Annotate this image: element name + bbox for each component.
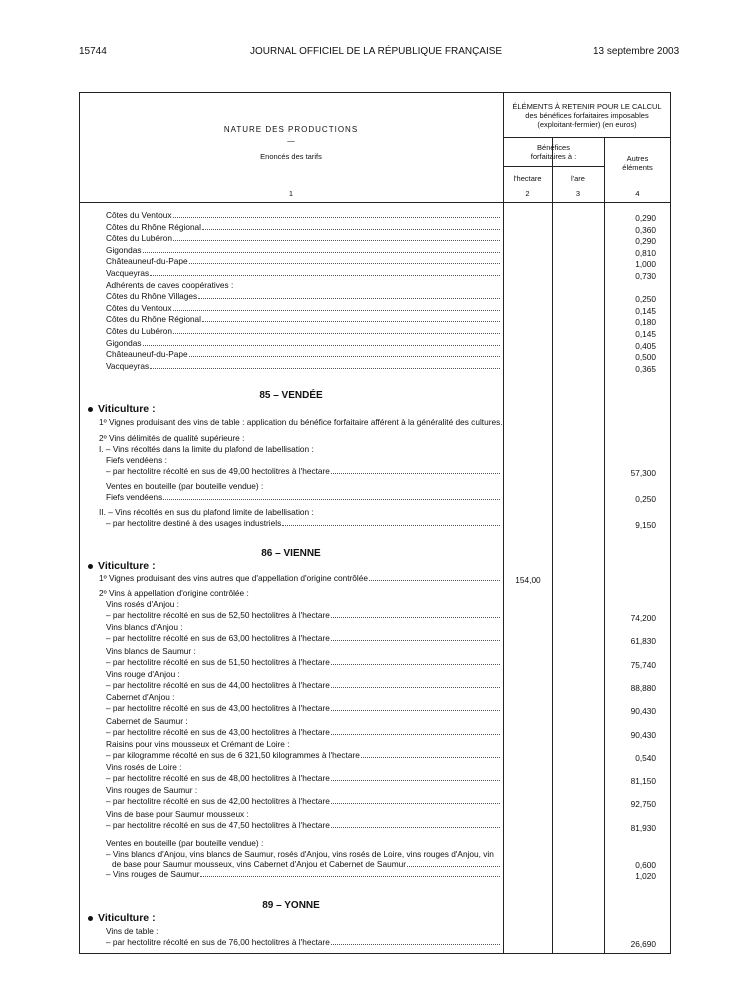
list-item: Côtes du Ventoux: [106, 303, 500, 314]
list-item: Gigondas: [106, 338, 500, 349]
list-item-value: 0,290: [635, 213, 656, 223]
list-item-value: 0,250: [635, 294, 656, 305]
bullet-icon: [88, 407, 93, 412]
autres-heading: Autres éléments: [622, 154, 653, 172]
viticulture-heading-vienne: Viticulture :: [88, 560, 156, 572]
header-rule-1: [503, 137, 671, 138]
list-item-value: 0,405: [635, 340, 656, 351]
list-item: – par hectolitre récolté en sus de 52,50 hectolitres à l'hectare: [106, 610, 500, 621]
list-item-name: Raisins pour vins mousseux et Crémant de Loire :: [106, 738, 290, 749]
vendee-row-3: I. – Vins récoltés dans la limite du plafond de labellisation :: [99, 444, 314, 454]
yonne-row-1: Vins de table :: [106, 926, 159, 936]
list-item: Adhérents de caves coopératives :: [106, 279, 234, 290]
list-item: Vacqueyras: [106, 268, 500, 279]
enonces-label: Enoncés des tarifs: [260, 152, 322, 161]
list-item: Côtes du Rhône Villages: [106, 291, 500, 302]
journal-title: JOURNAL OFFICIEL DE LA RÉPUBLIQUE FRANÇAISE: [250, 46, 503, 57]
list-item: Côtes du Lubéron: [106, 233, 500, 244]
vendee-row-1: 1º Vignes produisant des vins de table : application du bénéfice forfaitaire afférent à la généralité des cultures.: [99, 417, 503, 427]
list-item: – par hectolitre récolté en sus de 51,50 hectolitres à l'hectare: [106, 657, 500, 668]
vendee-row-9: – par hectolitre destiné à des usages industriels: [106, 518, 500, 529]
list-item-name: Vins rosés de Loire :: [106, 762, 182, 773]
vendee-value-5: 57,300: [630, 468, 656, 478]
col-4-number: 4: [635, 189, 640, 198]
list-item-name: Vins de base pour Saumur mousseux :: [106, 808, 249, 819]
list-item-name: Vins blancs de Saumur :: [106, 645, 196, 656]
list-item-value: 90,430: [630, 706, 656, 717]
vendee-row-4: Fiefs vendéens :: [106, 455, 167, 465]
list-item: – par hectolitre récolté en sus de 63,00 hectolitres à l'hectare: [106, 633, 500, 644]
bullet-icon: [88, 916, 93, 921]
vienne-row-1: 1º Vignes produisant des vins autres que d'appellation d'origine contrôlée: [99, 573, 500, 584]
viticulture-heading-vendee: Viticulture :: [88, 403, 156, 415]
list-item-value: 0,730: [635, 271, 656, 281]
list-item-value: 0,180: [635, 317, 656, 328]
vienne-ventes-heading: Ventes en bouteille (par bouteille vendue) :: [106, 838, 264, 848]
list-item-value: 0,540: [635, 752, 656, 763]
page-number: 15744: [79, 46, 107, 57]
list-item-value: 88,880: [630, 682, 656, 693]
list-item-value: 0,360: [635, 224, 656, 235]
vienne-ventes-row-2: – Vins rouges de Saumur: [106, 869, 500, 880]
vendee-row-8: II. – Vins récoltés en sus du plafond limite de labellisation :: [99, 507, 314, 517]
list-item-value: 61,830: [630, 636, 656, 647]
list-item-name: Vins rouges de Saumur :: [106, 785, 198, 796]
list-item: Côtes du Ventoux: [106, 210, 500, 221]
list-item: – par hectolitre récolté en sus de 42,00 hectolitres à l'hectare: [106, 796, 500, 807]
vienne-ventes-value-1: 0,600: [635, 860, 656, 870]
nature-title: NATURE DES PRODUCTIONS: [223, 125, 359, 134]
list-item: Châteauneuf-du-Pape: [106, 256, 500, 267]
yonne-value-2: 26,690: [630, 939, 656, 949]
list-item-name: Cabernet de Saumur :: [106, 715, 188, 726]
page-date: 13 septembre 2003: [593, 46, 680, 57]
elements-heading: ÉLÉMENTS À RETENIR POUR LE CALCUL des bénéfices forfaitaires imposables (exploitant-fermier) (en euros): [512, 102, 662, 129]
list-item-value: 75,740: [630, 659, 656, 670]
bullet-icon: [88, 564, 93, 569]
list-item-value: 0,365: [635, 363, 656, 374]
are-heading: l'are: [571, 174, 585, 183]
list-item: – par kilogramme récolté en sus de 6 321,50 kilogrammes à l'hectare: [106, 750, 500, 761]
list-item: – par hectolitre récolté en sus de 44,00 hectolitres à l'hectare: [106, 680, 500, 691]
list-item-value: 0,810: [635, 247, 656, 258]
vienne-row-2: 2º Vins à appellation d'origine contrôlée :: [99, 588, 249, 598]
col-2-number: 2: [525, 189, 530, 198]
col-1-number: 1: [288, 189, 294, 198]
list-item: – par hectolitre récolté en sus de 43,00 hectolitres à l'hectare: [106, 703, 500, 714]
list-item-value: 92,750: [630, 799, 656, 810]
col-3-number: 3: [575, 189, 581, 198]
list-item-value: 81,150: [630, 776, 656, 787]
list-item-value: 74,200: [630, 613, 656, 623]
list-item: – par hectolitre récolté en sus de 48,00 hectolitres à l'hectare: [106, 773, 500, 784]
list-item: Côtes du Rhône Régional: [106, 222, 500, 233]
vendee-value-9: 9,150: [635, 520, 656, 530]
list-item-value: 90,430: [630, 729, 656, 740]
list-item: Côtes du Lubéron: [106, 326, 500, 337]
vienne-ventes-value-2: 1,020: [635, 871, 656, 881]
vendee-row-6: Ventes en bouteille (par bouteille vendue) :: [106, 481, 264, 491]
header-bottom-rule: [79, 202, 671, 203]
dept-title-vendee: 85 – VENDÉE: [259, 390, 323, 401]
vendee-row-2: 2º Vins délimités de qualité supérieure :: [99, 433, 245, 443]
list-item: – par hectolitre récolté en sus de 47,50 hectolitres à l'hectare: [106, 820, 500, 831]
list-item-value: 1,000: [635, 259, 656, 270]
col-divider-3: [604, 137, 605, 954]
viticulture-heading-yonne: Viticulture :: [88, 912, 156, 924]
dept-title-yonne: 89 – YONNE: [262, 900, 320, 911]
benefices-heading: Bénéfices forfaitaires à :: [530, 143, 577, 161]
list-item: Châteauneuf-du-Pape: [106, 349, 500, 360]
list-item-value: 0,290: [635, 236, 656, 247]
hectare-heading: l'hectare: [513, 174, 542, 183]
list-item-value: 81,930: [630, 822, 656, 833]
col-divider-2: [552, 137, 553, 954]
list-item-name: Cabernet d'Anjou :: [106, 692, 175, 703]
list-item-value: 0,500: [635, 352, 656, 363]
list-item-value: 0,145: [635, 305, 656, 316]
yonne-row-2: – par hectolitre récolté en sus de 76,00 hectolitres à l'hectare: [106, 937, 500, 948]
header-rule-2: [503, 166, 604, 167]
list-item: – par hectolitre récolté en sus de 43,00 hectolitres à l'hectare: [106, 727, 500, 738]
nature-dash: —: [287, 136, 295, 145]
list-item: Vacqueyras: [106, 361, 500, 372]
vendee-row-7: Fiefs vendéens: [106, 492, 500, 503]
vendee-value-7: 0,250: [635, 494, 656, 504]
col-divider-1: [503, 92, 504, 954]
list-item: Gigondas: [106, 245, 500, 256]
list-item-value: 0,145: [635, 329, 656, 339]
dept-title-vienne: 86 – VIENNE: [261, 548, 321, 559]
list-item-name: Vins rouge d'Anjou :: [106, 668, 180, 679]
list-item-name: Vins blancs d'Anjou :: [106, 622, 183, 633]
vienne-value-1-hectare: 154,00: [515, 575, 541, 585]
vienne-ventes-row-1: – Vins blancs d'Anjou, vins blancs de Saumur, rosés d'Anjou, vins rosés de Loire, vins rouges d'Anjou, vin de base pour Saumur mousseux, vins Cabernet d'Anjou et Cabernet de Saumur: [106, 849, 500, 869]
vendee-row-5: – par hectolitre récolté en sus de 49,00 hectolitres à l'hectare: [106, 466, 500, 477]
list-item: Côtes du Rhône Régional: [106, 314, 500, 325]
list-item-name: Vins rosés d'Anjou :: [106, 599, 179, 609]
